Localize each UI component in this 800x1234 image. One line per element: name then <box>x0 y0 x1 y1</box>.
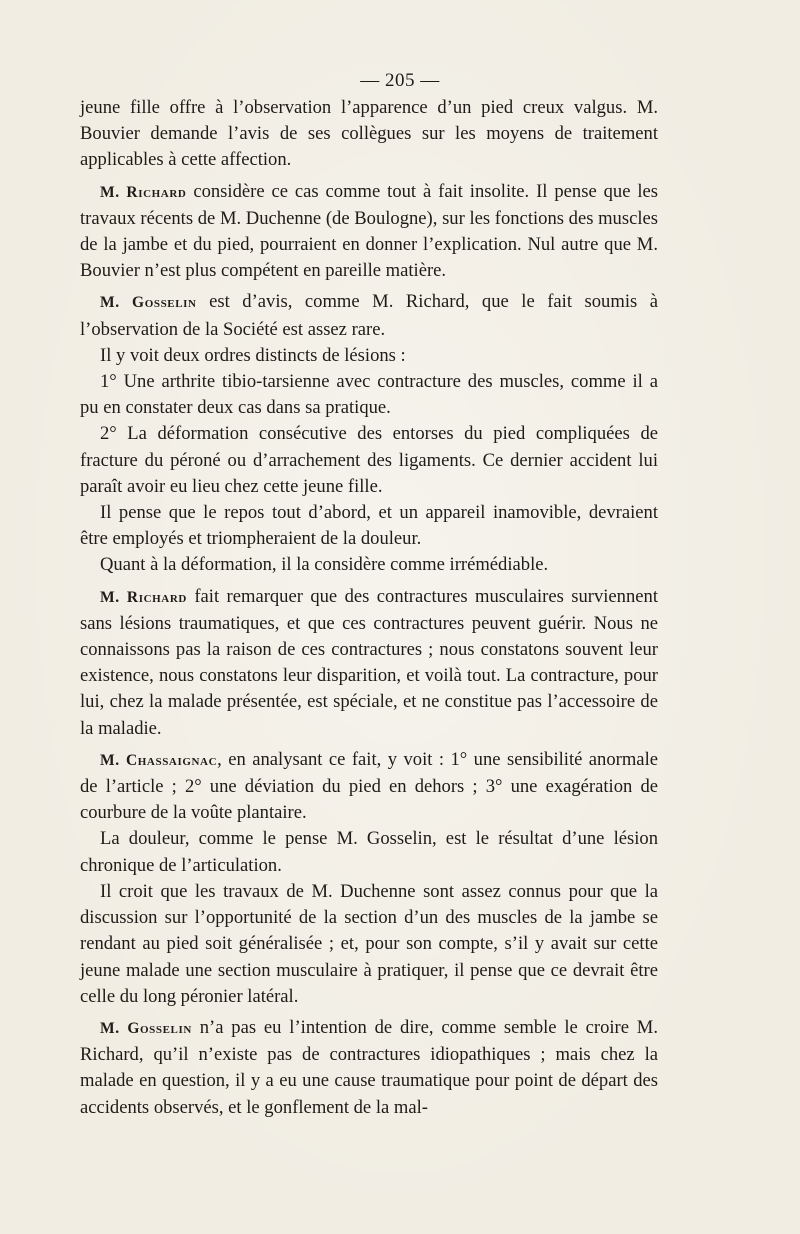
paragraph <box>80 343 658 369</box>
paragraph-text: considère ce cas comme tout à fait insolite. Il pense que les travaux récents de M. Duchenne (de Boulogne), sur les fonctions des muscles de la jambe et du pied, pourraient en donner l’explication. Nul autre que M. Bouvier n’est plus compétent en pareille matière. <box>80 180 658 282</box>
paragraph-text: Quant à la déformation, il la considère comme irrémédiable. <box>100 554 549 576</box>
paragraph-text: n’a pas eu l’intention de dire, comme semble le croire M. Richard, qu’il n’existe pas de contractures idiopathiques ; mais chez la malade en question, il y a eu une cause traumatique pour point de départ des accidents observés, et le gonflement de la mal- <box>80 1016 658 1118</box>
paragraph <box>80 552 658 578</box>
speaker-name: M. Richard <box>100 183 187 201</box>
paragraph <box>80 584 658 742</box>
paragraph <box>80 879 658 1010</box>
paragraph <box>80 826 658 878</box>
speaker-name: M. Gosselin <box>100 294 197 312</box>
paragraph <box>80 421 658 500</box>
speaker-name: M. Richard <box>100 588 187 606</box>
page-number: — 205 — <box>360 70 440 91</box>
paragraph-text: , en analysant ce fait, y voit : 1° une sensibilité anormale de l’article ; 2° une déviation du pied en dehors ; 3° une exagération de courbure de la voûte plantaire. <box>80 748 658 824</box>
paragraph-text: Il y voit deux ordres distincts de lésions : <box>100 344 406 366</box>
paragraph-text: Il pense que le repos tout d’abord, et un appareil inamovible, devraient être employés et triompheraient de la douleur. <box>80 502 658 550</box>
paragraph <box>80 1015 658 1121</box>
paragraph-text: Il croit que les travaux de M. Duchenne sont assez connus pour que la discussion sur l’opportunité de la section d’un des muscles de la jambe se rendant au pied soit généralisée ; et, pour son compte, s’il y avait sur cette jeune malade une section musculaire à pratiquer, il pense que ce devrait être celle du long péronier latéral. <box>80 880 658 1007</box>
body-text <box>80 95 658 1121</box>
paragraph-text: jeune fille offre à l’observation l’apparence d’un pied creux valgus. M. Bouvier demande l’avis de ses collègues sur les moyens de traitement applicables à cette affection. <box>80 97 658 171</box>
paragraph-text: 2° La déformation consécutive des entorses du pied compliquées de fracture du péroné ou d’arrachement des ligaments. Ce dernier accident lui paraît avoir eu lieu chez cette jeune fille. <box>80 423 658 497</box>
paragraph <box>80 289 658 342</box>
paragraph-text: fait remarquer que des contractures musculaires surviennent sans lésions traumatiques, et que ces contractures peuvent guérir. Nous ne connaissons pas la raison de ces contractures ; nous constatons souvent leur existence, nous constatons leur disparition, et voilà tout. La contracture, pour lui, chez la malade présentée, est spéciale, et ne constitue pas l’accessoire de la maladie. <box>80 585 658 739</box>
speaker-name: M. Chassaignac <box>100 751 218 769</box>
paragraph <box>80 179 658 285</box>
paragraph <box>80 500 658 552</box>
paragraph <box>80 747 658 827</box>
speaker-name: M. Gosselin <box>100 1019 192 1037</box>
paragraph-text: La douleur, comme le pense M. Gosselin, est le résultat d’une lésion chronique de l’articulation. <box>80 828 658 876</box>
paragraph-text: 1° Une arthrite tibio-tarsienne avec contracture des muscles, comme il a pu en constater deux cas dans sa pratique. <box>80 371 658 419</box>
paragraph <box>80 95 658 174</box>
paragraph-text: est d’avis, comme M. Richard, que le fait soumis à l’observation de la Société est assez rare. <box>80 291 658 340</box>
paragraph <box>80 369 658 421</box>
